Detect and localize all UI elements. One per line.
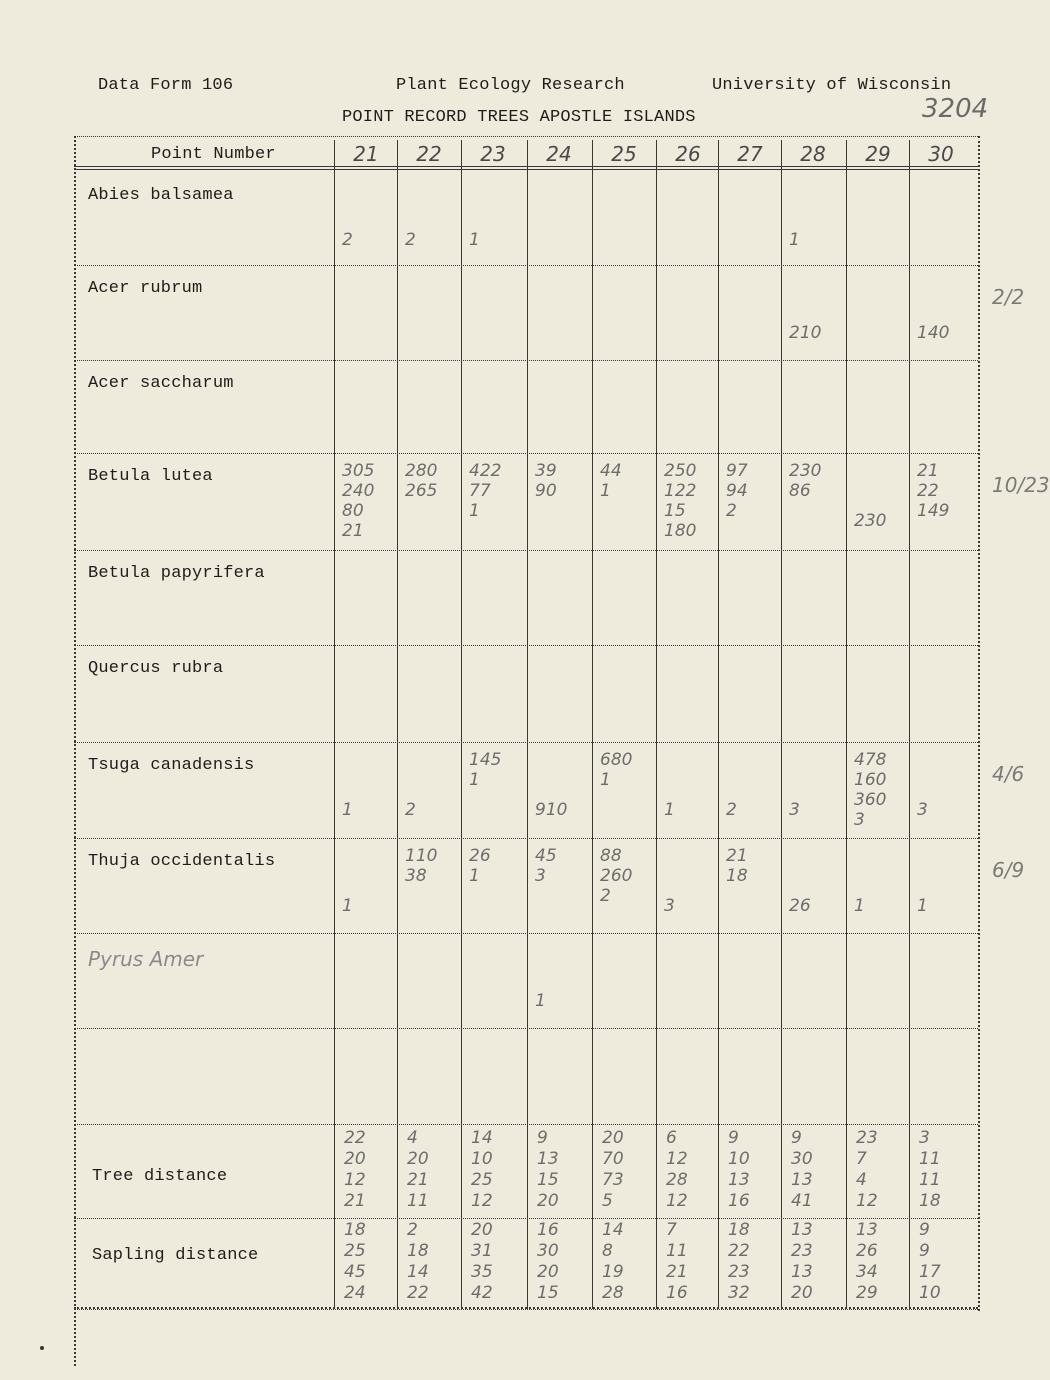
cell-entry-line: 160 (854, 770, 887, 790)
point-number-24: 24 (546, 142, 572, 166)
point-number-label: Point Number (151, 145, 276, 164)
tree-distance-cell-line: 18 (919, 1191, 941, 1211)
tree-distance-cell-line: 10 (471, 1149, 493, 1169)
sapling-distance-cell-line: 25 (344, 1241, 366, 1261)
cell-entry-line: 422 (469, 461, 502, 481)
cell-entry-line: 265 (405, 481, 438, 501)
tree-distance-cell-line: 30 (791, 1149, 813, 1169)
cell-entry-line: 149 (917, 501, 950, 521)
tree-distance-cell-line: 73 (602, 1170, 624, 1190)
tree-distance-cell-line: 21 (407, 1170, 429, 1190)
cell-entry-line: 1 (342, 800, 353, 820)
cell-entry (854, 750, 906, 830)
sapling-distance-cell-line: 11 (666, 1241, 688, 1261)
cell-entry-line: 230 (789, 461, 822, 481)
sapling-distance-cell-line: 30 (537, 1241, 559, 1261)
cell-entry (664, 461, 716, 541)
species-name: Quercus rubra (88, 659, 224, 678)
tree-distance-cell-line: 21 (344, 1191, 366, 1211)
cell-entry-line: 140 (917, 323, 950, 343)
sapling-distance-cell-line: 18 (728, 1220, 750, 1240)
sapling-distance-cell-line: 42 (471, 1283, 493, 1303)
cell-entry-line: 1 (469, 230, 480, 250)
cell-entry (535, 991, 587, 1011)
sapling-distance-cell (537, 1220, 589, 1304)
tree-distance-cell (666, 1128, 718, 1212)
cell-entry (535, 800, 587, 820)
cell-entry (789, 896, 841, 916)
tree-distance-cell-line: 3 (919, 1128, 930, 1148)
sapling-distance-cell-line: 13 (856, 1220, 878, 1240)
cell-entry-line: 1 (469, 770, 480, 790)
species-name: Abies balsamea (88, 186, 234, 205)
column-divider (527, 140, 528, 1309)
header-rule (74, 166, 978, 167)
cell-entry (469, 750, 521, 790)
cell-entry-line: 45 (535, 846, 557, 866)
sapling-distance-cell-line: 22 (728, 1241, 750, 1261)
tree-distance-cell (602, 1128, 654, 1212)
species-name: Acer rubrum (88, 279, 203, 298)
column-divider (846, 140, 847, 1309)
form-title: POINT RECORD TREES APOSTLE ISLANDS (342, 108, 696, 127)
cell-entry (726, 461, 778, 521)
tree-distance-cell-line: 13 (791, 1170, 813, 1190)
species-name: Tsuga canadensis (88, 756, 255, 775)
ink-dot (40, 1346, 44, 1350)
cell-entry-line: 39 (535, 461, 557, 481)
sapling-distance-cell-line: 20 (471, 1220, 493, 1240)
tree-distance-cell-line: 20 (537, 1191, 559, 1211)
point-number-28: 28 (800, 142, 826, 166)
tree-distance-cell (407, 1128, 459, 1212)
point-number-29: 29 (865, 142, 891, 166)
tree-distance-cell-line: 25 (471, 1170, 493, 1190)
handwritten-stamp-number: 3204 (922, 94, 989, 124)
column-divider (909, 140, 910, 1309)
row-divider (74, 360, 978, 361)
cell-entry (854, 511, 906, 531)
tree-distance-cell-line: 20 (602, 1128, 624, 1148)
sapling-distance-cell (666, 1220, 718, 1304)
cell-entry (405, 230, 457, 250)
sapling-distance-cell-line: 16 (537, 1220, 559, 1240)
species-name: Acer saccharum (88, 374, 234, 393)
sapling-distance-cell-line: 15 (537, 1283, 559, 1303)
tree-distance-cell-line: 13 (537, 1149, 559, 1169)
organization: Plant Ecology Research (396, 76, 625, 95)
species-name: Betula lutea (88, 467, 213, 486)
species-name: Betula papyrifera (88, 564, 265, 583)
cell-entry-line: 1 (664, 800, 675, 820)
sapling-distance-cell-line: 2 (407, 1220, 418, 1240)
cell-entry (789, 323, 841, 343)
cell-entry-line: 1 (600, 481, 611, 501)
cell-entry-line: 88 (600, 846, 622, 866)
tree-distance-cell-line: 7 (856, 1149, 867, 1169)
cell-entry-line: 180 (664, 521, 697, 541)
column-divider (397, 140, 398, 1309)
cell-entry (405, 461, 457, 501)
tree-distance-cell (919, 1128, 971, 1212)
cell-entry (469, 230, 521, 250)
table-top-border (74, 136, 978, 137)
sapling-distance-cell-line: 23 (728, 1262, 750, 1282)
cell-entry-line: 910 (535, 800, 568, 820)
species-margin-tally: 6/9 (992, 858, 1025, 882)
cell-entry-line: 145 (469, 750, 502, 770)
tree-distance-cell-line: 22 (344, 1128, 366, 1148)
cell-entry (789, 230, 841, 250)
sapling-distance-cell-line: 35 (471, 1262, 493, 1282)
sapling-distance-cell-line: 34 (856, 1262, 878, 1282)
cell-entry (342, 800, 394, 820)
point-number-23: 23 (480, 142, 506, 166)
species-name: Thuja occidentalis (88, 852, 276, 871)
cell-entry-line: 3 (535, 866, 546, 886)
cell-entry (600, 750, 652, 790)
sapling-distance-cell-line: 20 (537, 1262, 559, 1282)
cell-entry-line: 230 (854, 511, 887, 531)
cell-entry-line: 1 (789, 230, 800, 250)
cell-entry-line: 44 (600, 461, 622, 481)
cell-entry-line: 86 (789, 481, 811, 501)
row-divider (74, 645, 978, 646)
cell-entry-line: 38 (405, 866, 427, 886)
sapling-distance-cell-line: 24 (344, 1283, 366, 1303)
cell-entry-line: 360 (854, 790, 887, 810)
cell-entry-line: 18 (726, 866, 748, 886)
row-divider (74, 453, 978, 454)
tree-distance-cell-line: 12 (666, 1191, 688, 1211)
point-number-30: 30 (928, 142, 954, 166)
cell-entry-line: 2 (342, 230, 353, 250)
sapling-distance-cell-line: 32 (728, 1283, 750, 1303)
cell-entry (342, 230, 394, 250)
cell-entry-line: 1 (854, 896, 865, 916)
tree-distance-cell-line: 70 (602, 1149, 624, 1169)
tree-distance-cell-line: 13 (728, 1170, 750, 1190)
column-divider (461, 140, 462, 1309)
cell-entry (664, 800, 716, 820)
sapling-distance-cell-line: 8 (602, 1241, 613, 1261)
tree-distance-cell-line: 12 (666, 1149, 688, 1169)
sapling-distance-cell-line: 10 (919, 1283, 941, 1303)
point-number-26: 26 (675, 142, 701, 166)
tree-distance-cell-line: 28 (666, 1170, 688, 1190)
column-divider (592, 140, 593, 1309)
sapling-distance-cell-line: 26 (856, 1241, 878, 1261)
cell-entry (726, 846, 778, 886)
tree-distance-cell-line: 11 (407, 1191, 429, 1211)
tree-distance-cell-line: 4 (407, 1128, 418, 1148)
cell-entry-line: 21 (342, 521, 364, 541)
sapling-distance-cell-line: 17 (919, 1262, 941, 1282)
sapling-distance-cell-line: 22 (407, 1283, 429, 1303)
sapling-distance-cell-line: 7 (666, 1220, 677, 1240)
cell-entry (535, 461, 587, 501)
sapling-distance-cell (791, 1220, 843, 1304)
tree-distance-label: Tree distance (92, 1167, 228, 1186)
cell-entry (342, 896, 394, 916)
sapling-distance-cell (728, 1220, 780, 1304)
cell-entry-line: 1 (342, 896, 353, 916)
cell-entry-line: 122 (664, 481, 697, 501)
tree-distance-cell-line: 11 (919, 1149, 941, 1169)
cell-entry-line: 260 (600, 866, 633, 886)
cell-entry-line: 3 (789, 800, 800, 820)
cell-entry-line: 21 (726, 846, 748, 866)
cell-entry-line: 1 (469, 501, 480, 521)
row-divider (74, 1124, 978, 1125)
row-divider (74, 1218, 978, 1219)
sapling-distance-cell-line: 13 (791, 1220, 813, 1240)
cell-entry (405, 846, 457, 886)
cell-entry-line: 90 (535, 481, 557, 501)
cell-entry-line: 1 (917, 896, 928, 916)
cell-entry-line: 2 (405, 230, 416, 250)
species-margin-tally: 4/6 (992, 762, 1025, 786)
tree-distance-cell-line: 15 (537, 1170, 559, 1190)
cell-entry-line: 2 (726, 501, 737, 521)
sapling-distance-label: Sapling distance (92, 1246, 259, 1265)
row-divider (74, 1309, 978, 1310)
cell-entry (405, 800, 457, 820)
cell-entry-line: 2 (600, 886, 611, 906)
tree-distance-cell (344, 1128, 396, 1212)
cell-entry (917, 323, 969, 343)
tree-distance-cell-line: 20 (407, 1149, 429, 1169)
table-bottom-border (74, 1307, 978, 1309)
cell-entry (469, 846, 521, 886)
column-divider (656, 140, 657, 1309)
cell-entry (726, 800, 778, 820)
sapling-distance-cell (856, 1220, 908, 1304)
cell-entry-line: 2 (726, 800, 737, 820)
column-divider (718, 140, 719, 1309)
university: University of Wisconsin (712, 76, 952, 95)
cell-entry (600, 846, 652, 906)
tree-distance-cell (537, 1128, 589, 1212)
column-divider (781, 140, 782, 1309)
cell-entry (789, 461, 841, 501)
row-divider (74, 742, 978, 743)
point-number-21: 21 (353, 142, 379, 166)
cell-entry-line: 3 (854, 810, 865, 830)
point-number-27: 27 (737, 142, 763, 166)
tree-distance-cell-line: 10 (728, 1149, 750, 1169)
cell-entry-line: 77 (469, 481, 491, 501)
sapling-distance-cell-line: 9 (919, 1241, 930, 1261)
table-left-border (74, 136, 76, 1366)
cell-entry (854, 896, 906, 916)
sapling-distance-cell-line: 23 (791, 1241, 813, 1261)
cell-entry (342, 461, 394, 541)
row-divider (74, 1028, 978, 1029)
tree-distance-cell-line: 23 (856, 1128, 878, 1148)
sapling-distance-cell-line: 19 (602, 1262, 624, 1282)
cell-entry-line: 94 (726, 481, 748, 501)
tree-distance-cell-line: 12 (471, 1191, 493, 1211)
tree-distance-cell-line: 5 (602, 1191, 613, 1211)
cell-entry-line: 110 (405, 846, 438, 866)
tree-distance-cell (471, 1128, 523, 1212)
point-number-25: 25 (611, 142, 637, 166)
cell-entry-line: 3 (917, 800, 928, 820)
tree-distance-cell-line: 11 (919, 1170, 941, 1190)
cell-entry (600, 461, 652, 501)
cell-entry-line: 1 (469, 866, 480, 886)
tree-distance-cell (856, 1128, 908, 1212)
sapling-distance-cell-line: 18 (407, 1241, 429, 1261)
cell-entry-line: 15 (664, 501, 686, 521)
sapling-distance-cell-line: 21 (666, 1262, 688, 1282)
cell-entry-line: 26 (469, 846, 491, 866)
species-margin-tally: 10/23 (992, 473, 1050, 497)
cell-entry-line: 240 (342, 481, 375, 501)
row-divider (74, 550, 978, 551)
tree-distance-cell-line: 41 (791, 1191, 813, 1211)
cell-entry (917, 896, 969, 916)
cell-entry (917, 461, 969, 521)
cell-entry-line: 22 (917, 481, 939, 501)
cell-entry (535, 846, 587, 886)
tree-distance-cell (791, 1128, 843, 1212)
row-divider (74, 933, 978, 934)
table-right-border (978, 136, 980, 1311)
cell-entry-line: 305 (342, 461, 375, 481)
species-name: Pyrus Amer (88, 947, 204, 971)
row-divider (74, 838, 978, 839)
tree-distance-cell-line: 6 (666, 1128, 677, 1148)
header-rule-double (74, 169, 978, 170)
cell-entry (917, 800, 969, 820)
tree-distance-cell (728, 1128, 780, 1212)
sapling-distance-cell-line: 20 (791, 1283, 813, 1303)
cell-entry (664, 896, 716, 916)
tree-distance-cell-line: 12 (856, 1191, 878, 1211)
row-divider (74, 265, 978, 266)
cell-entry-line: 80 (342, 501, 364, 521)
sapling-distance-cell-line: 31 (471, 1241, 493, 1261)
tree-distance-cell-line: 9 (537, 1128, 548, 1148)
tree-distance-cell-line: 20 (344, 1149, 366, 1169)
cell-entry-line: 3 (664, 896, 675, 916)
sapling-distance-cell (344, 1220, 396, 1304)
cell-entry (469, 461, 521, 521)
sapling-distance-cell (919, 1220, 971, 1304)
sapling-distance-cell-line: 45 (344, 1262, 366, 1282)
form-number: Data Form 106 (98, 76, 234, 95)
cell-entry-line: 21 (917, 461, 939, 481)
sapling-distance-cell-line: 9 (919, 1220, 930, 1240)
cell-entry-line: 478 (854, 750, 887, 770)
cell-entry (789, 800, 841, 820)
tree-distance-cell-line: 9 (791, 1128, 802, 1148)
tree-distance-cell-line: 14 (471, 1128, 493, 1148)
sapling-distance-cell-line: 28 (602, 1283, 624, 1303)
cell-entry-line: 680 (600, 750, 633, 770)
tree-distance-cell-line: 9 (728, 1128, 739, 1148)
point-number-22: 22 (416, 142, 442, 166)
cell-entry-line: 210 (789, 323, 822, 343)
sapling-distance-cell (602, 1220, 654, 1304)
tree-distance-cell-line: 4 (856, 1170, 867, 1190)
species-margin-tally: 2/2 (992, 285, 1025, 309)
sapling-distance-cell (407, 1220, 459, 1304)
sapling-distance-cell-line: 16 (666, 1283, 688, 1303)
column-divider (334, 140, 335, 1309)
cell-entry-line: 2 (405, 800, 416, 820)
cell-entry-line: 1 (600, 770, 611, 790)
cell-entry-line: 1 (535, 991, 546, 1011)
cell-entry-line: 250 (664, 461, 697, 481)
tree-distance-cell-line: 16 (728, 1191, 750, 1211)
sapling-distance-cell-line: 18 (344, 1220, 366, 1240)
sapling-distance-cell-line: 29 (856, 1283, 878, 1303)
sapling-distance-cell-line: 13 (791, 1262, 813, 1282)
cell-entry-line: 97 (726, 461, 748, 481)
sapling-distance-cell-line: 14 (602, 1220, 624, 1240)
cell-entry-line: 280 (405, 461, 438, 481)
tree-distance-cell-line: 12 (344, 1170, 366, 1190)
sapling-distance-cell-line: 14 (407, 1262, 429, 1282)
sapling-distance-cell (471, 1220, 523, 1304)
cell-entry-line: 26 (789, 896, 811, 916)
